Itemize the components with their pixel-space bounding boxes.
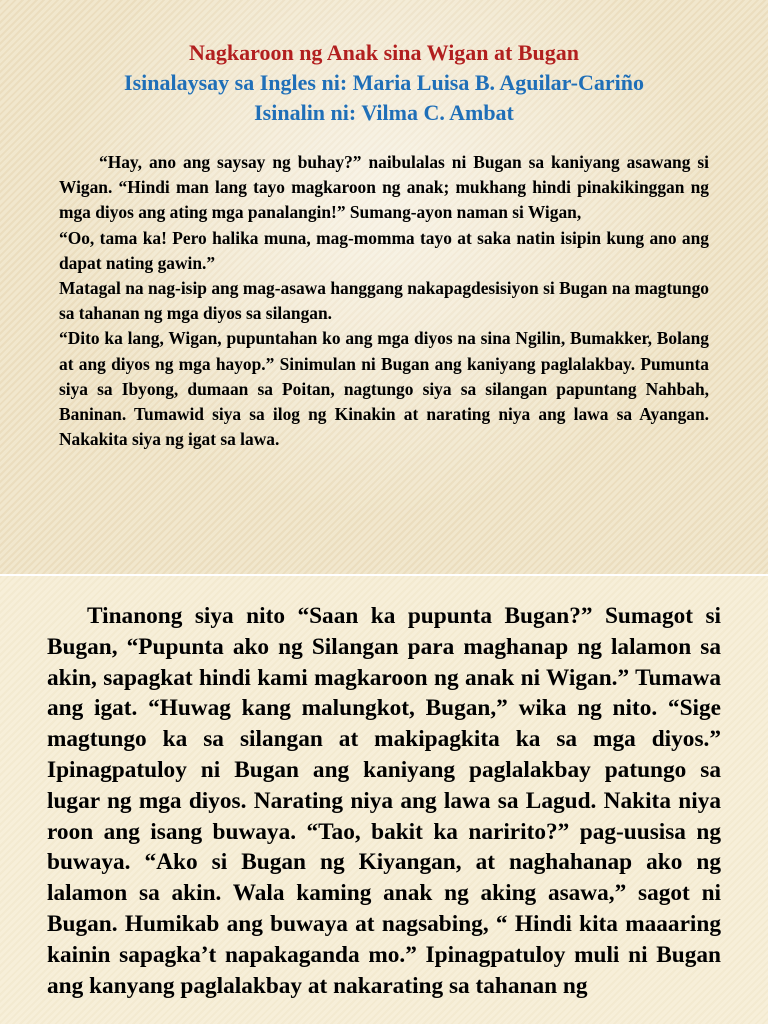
slide-2-body — [47, 601, 721, 1001]
slide-1-titles — [0, 38, 768, 128]
story-paragraph: “Oo, tama ka! Pero halika muna, mag-momma tayo at saka natin isipin kung ano ang dapat nating gawin.” — [59, 227, 709, 273]
story-paragraph: Tinanong siya nito “Saan ka pupunta Bugan?” Sumagot si Bugan, “Pupunta ako ng Silangan para maghanap ng lalamon sa akin, sapagkat hindi kami magkaroon ng anak ni Wigan.” Tumawa ang igat. “Huwag kang malungkot, Bugan,” wika ng nito. “Sige magtungo ka sa silangan at makipagkita ka sa mga diyos.” Ipinagpatuloy ni Bugan ang kaniyang paglalakbay patungo sa lugar ng mga diyos. Narating niya ang lawa sa Lagud. Nakita niya roon ang isang buwaya. “Tao, bakit ka naririto?” pag-uusisa ng buwaya. “Ako si Bugan ng Kiyangan, at naghahanap ako ng lalamon sa akin. Wala kaming anak ng aking asawa,” sagot ni Bugan. Humikab ang buwaya at nagsabing, “ Hindi kita maaaring kainin sapagka’t napakaganda mo.” Ipinagpatuloy muli ni Bugan ang kanyang paglalakbay at nakarating sa tahanan ng — [47, 603, 721, 999]
story-paragraph: “Dito ka lang, Wigan, pupuntahan ko ang mga diyos na sina Ngilin, Bumakker, Bolang at ang diyos ng mga hayop.” Sinimulan ni Bugan ang kaniyang paglalakbay. Pumunta siya sa Ibyong, dumaan sa Poitan, nagtungo siya sa silangan papuntang Nahbah, Baninan. Tumawid siya sa ilog ng Kinakin at narating niya ang lawa sa Ayangan. Nakakita siya ng igat sa lawa. — [59, 328, 709, 450]
story-title: Nagkaroon ng Anak sina Wigan at Bugan — [188, 40, 580, 65]
filipino-translator-credit: Isinalin ni: Vilma C. Ambat — [254, 100, 514, 125]
story-paragraph: “Hay, ano ang saysay ng buhay?” naibulalas ni Bugan sa kaniyang asawang si Wigan. “Hindi man lang tayo magkaroon ng anak; mukhang hindi pinakikinggan ng mga diyos ang ating mga panalangin!” Sumang-ayon naman si Wigan, — [59, 152, 709, 223]
slide-1-body — [59, 150, 709, 452]
story-paragraph: Matagal na nag-isip ang mag-asawa hanggang nakapagdesisiyon si Bugan na magtungo sa tahanan ng mga diyos sa silangan. — [59, 278, 709, 324]
slide-2 — [0, 576, 768, 1024]
english-translator-credit: Isinalaysay sa Ingles ni: Maria Luisa B. Aguilar-Cariño — [124, 70, 644, 95]
